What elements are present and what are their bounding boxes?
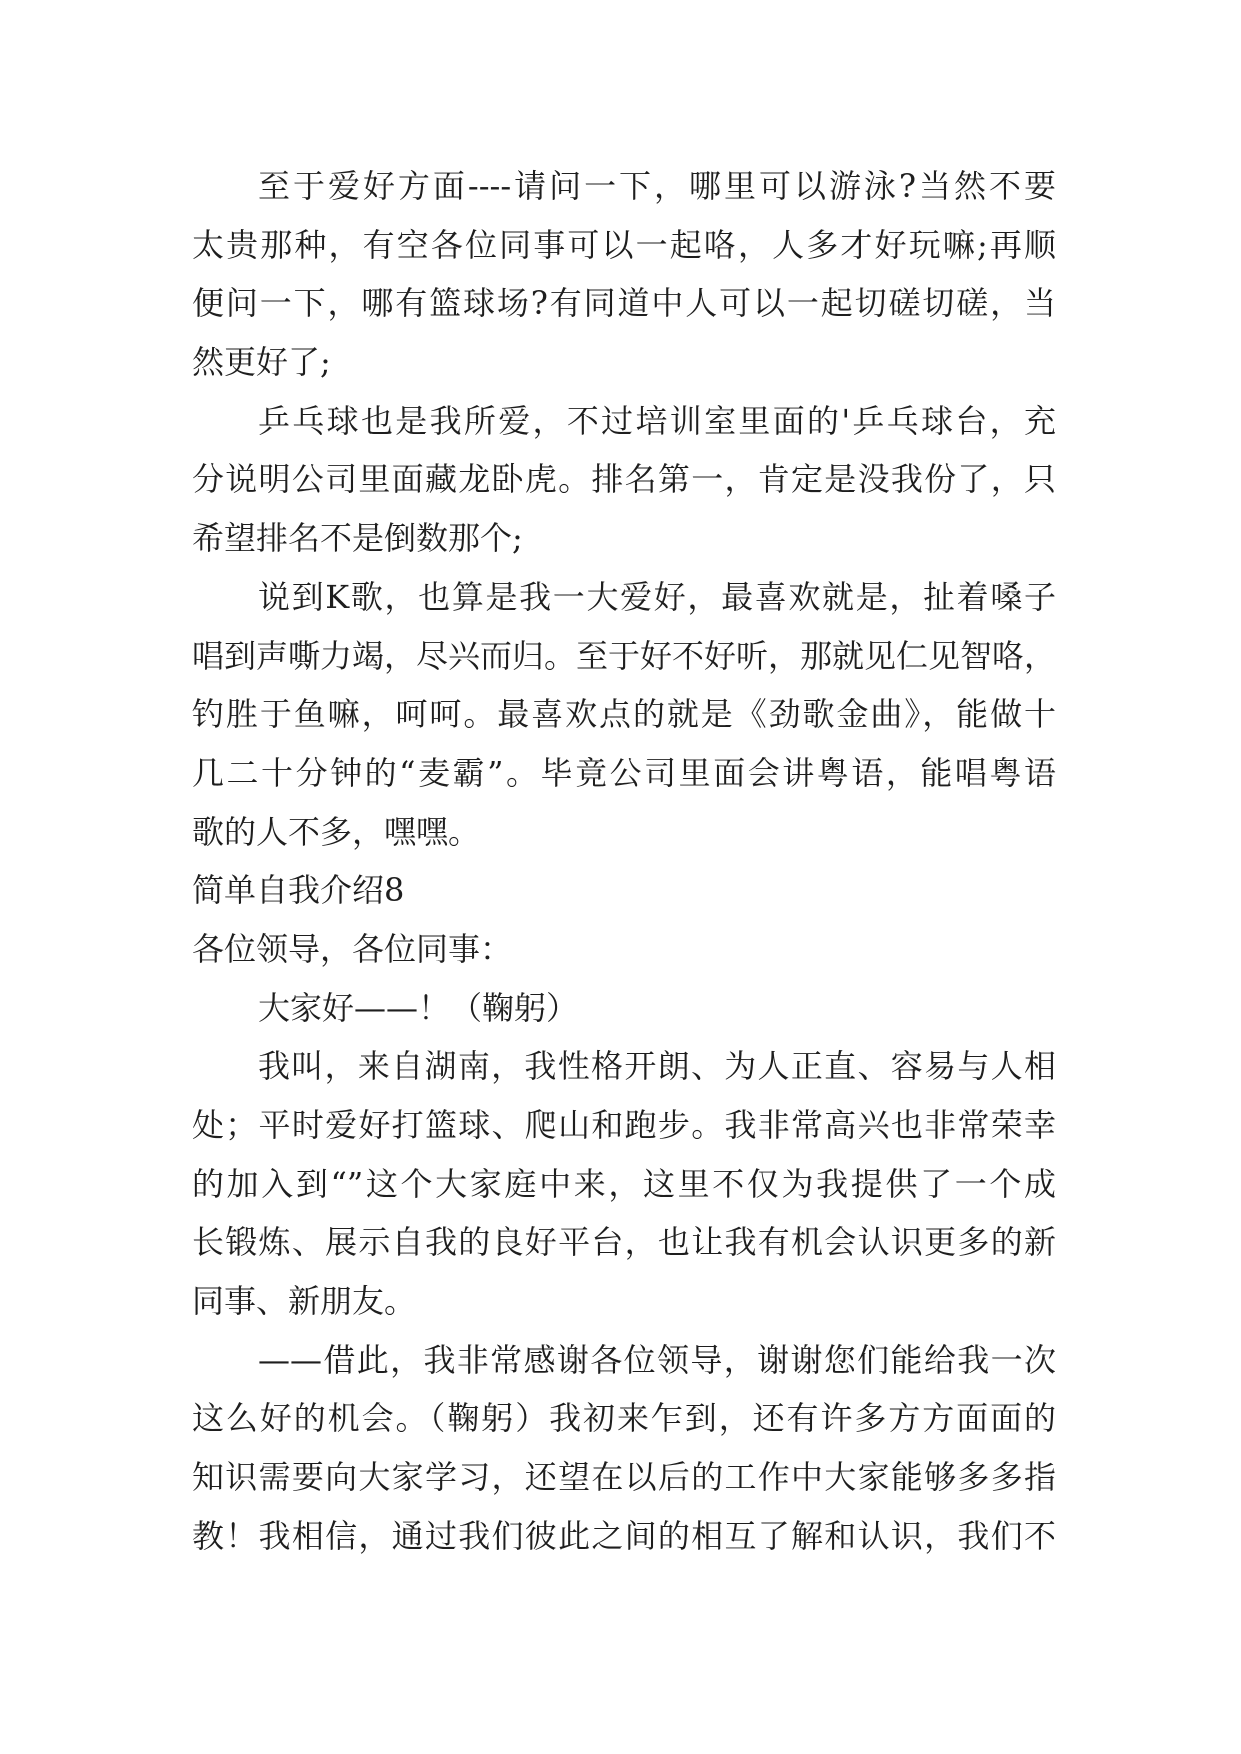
text-line: 至于爱好方面----请问一下，哪里可以游泳?当然不要 xyxy=(258,167,1056,205)
greeting: 大家好——！（鞠躬） xyxy=(258,988,579,1027)
text-line: 乒乓球也是我所爱，不过培训室里面的'乒乓球台，充 xyxy=(258,401,1056,440)
paragraph-self-introduction xyxy=(192,1037,1056,1330)
text-line: 太贵那种，有空各位同事可以一起咯，人多才好玩嘛;再顺 xyxy=(192,225,1056,264)
salutation: 各位领导，各位同事： xyxy=(192,929,513,968)
text-line: 长锻炼、展示自我的良好平台，也让我有机会认识更多的新 xyxy=(192,1223,1056,1262)
text-line: 知识需要向大家学习，还望在以后的工作中大家能够多多指 xyxy=(192,1458,1056,1497)
text-line: 唱到声嘶力竭，尽兴而归。至于好不好听，那就见仁见智咯， xyxy=(192,636,1057,675)
paragraph-thanks xyxy=(192,1331,1056,1566)
text-line: 教！我相信，通过我们彼此之间的相互了解和认识，我们不 xyxy=(192,1516,1056,1555)
text-line: 这么好的机会。（鞠躬）我初来乍到，还有许多方方面面的 xyxy=(192,1399,1056,1438)
text-line: 说到K歌，也算是我一大爱好，最喜欢就是，扯着嗓子 xyxy=(258,577,1056,616)
section-heading: 简单自我介绍8 xyxy=(192,871,405,910)
text-line: 处；平时爱好打篮球、爬山和跑步。我非常高兴也非常荣幸 xyxy=(192,1106,1056,1144)
paragraph-karaoke xyxy=(192,568,1056,861)
document-body xyxy=(192,157,1056,1566)
text-line: 歌的人不多，嘿嘿。 xyxy=(192,812,481,851)
text-line: 我叫，来自湖南，我性格开朗、为人正直、容易与人相 xyxy=(258,1047,1056,1086)
text-line: 希望排名不是倒数那个; xyxy=(192,519,523,558)
text-line: 同事、新朋友。 xyxy=(192,1282,417,1321)
text-line: 然更好了; xyxy=(192,343,331,382)
text-line: 便问一下，哪有篮球场?有同道中人可以一起切磋切磋，当 xyxy=(192,284,1056,323)
text-line: 几二十分钟的“麦霸”。毕竟公司里面会讲粤语，能唱粤语 xyxy=(192,753,1056,792)
text-line: 钓胜于鱼嘛，呵呵。最喜欢点的就是《劲歌金曲》，能做十 xyxy=(192,695,1056,734)
text-line: 的加入到“”这个大家庭中来，这里不仅为我提供了一个成 xyxy=(192,1164,1056,1203)
text-line: 分说明公司里面藏龙卧虎。排名第一，肯定是没我份了，只 xyxy=(192,460,1056,499)
paragraph-table-tennis xyxy=(192,392,1056,568)
paragraph-swimming-basketball xyxy=(192,157,1056,392)
text-line: ——借此，我非常感谢各位领导，谢谢您们能给我一次 xyxy=(258,1340,1056,1379)
